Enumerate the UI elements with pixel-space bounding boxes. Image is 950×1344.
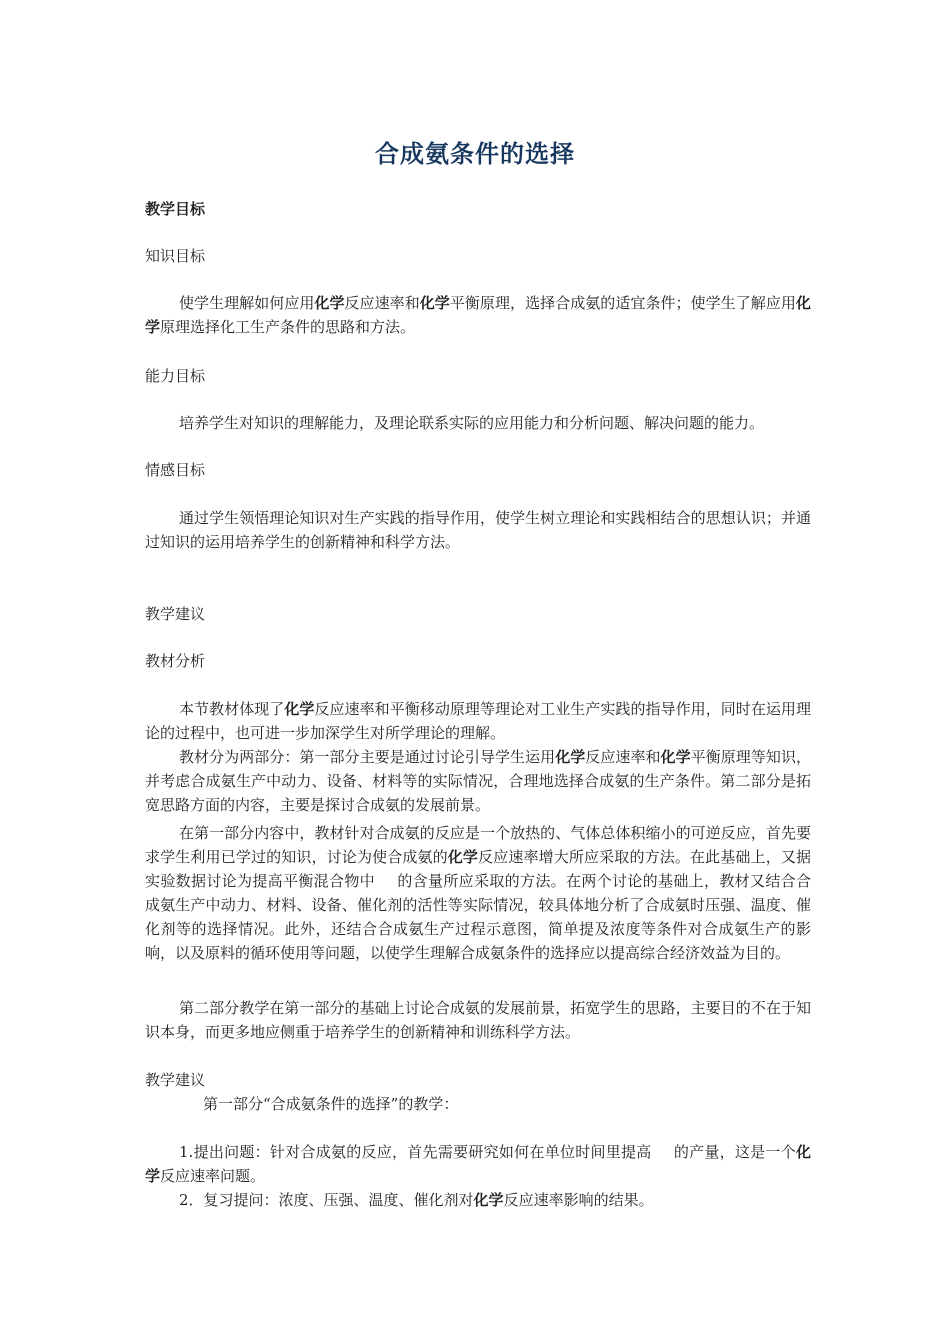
paragraph-knowledge-goals: 使学生理解如何应用化学反应速率和化学平衡原理，选择合成氨的适宜条件；使学生了解应用化学原理选择化工生产条件的思路和方法。 [145, 294, 811, 336]
paragraph-analysis-2: 教材分为两部分：第一部分主要是通过讨论引导学生运用化学反应速率和化学平衡原理等知识，并考虑合成氨生产中动力、设备、材料等的实际情况，合理地选择合成氨的生产条件。第二部分是拓宽思路方面的内容，主要是探讨合成氨的发展前景。 [145, 748, 811, 814]
paragraph-question-2: 2．复习提问：浓度、压强、温度、催化剂对化学反应速率影响的结果。 [179, 1191, 654, 1209]
paragraph-ability-goals: 培养学生对知识的理解能力，及理论联系实际的应用能力和分析问题、解决问题的能力。 [179, 414, 765, 432]
paragraph-question-1: 1.提出问题：针对合成氨的反应，首先需要研究如何在单位时间里提高 的产量，这是一个化学反应速率问题。 [145, 1143, 811, 1185]
heading-teaching-advice-2: 教学建议 [145, 1071, 206, 1089]
paragraph-analysis-3: 在第一部分内容中，教材针对合成氨的反应是一个放热的、气体总体积缩小的可逆反应，首先要求学生利用已学过的知识，讨论为使合成氨的化学反应速率增大所应采取的方法。在此基础上，又据实验数据讨论为提高平衡混合物中 的含量所应采取的方法。在两个讨论的基础上，教材又结合合成氨生产中动力、材料、设备、催化剂的活性等实际情况，较具体地分析了合成氨时压强、温度、催化剂等的选择情况。此外，还结合合成氨生产过程示意图，简单提及浓度等条件对合成氨生产的影响，以及原料的循环使用等问题，以使学生理解合成氨条件的选择应以提高综合经济效益为目的。 [145, 824, 811, 962]
heading-knowledge-goals: 知识目标 [145, 247, 206, 265]
paragraph-analysis-4: 第二部分教学在第一部分的基础上讨论合成氨的发展前景，拓宽学生的思路，主要目的不在于知识本身，而更多地应侧重于培养学生的创新精神和训练科学方法。 [145, 999, 811, 1041]
heading-teaching-advice: 教学建议 [145, 605, 206, 623]
part1-intro: 第一部分“合成氨条件的选择”的教学： [203, 1095, 459, 1113]
heading-material-analysis: 教材分析 [145, 652, 206, 670]
heading-teaching-goals: 教学目标 [145, 200, 206, 218]
paragraph-analysis-1: 本节教材体现了化学反应速率和平衡移动原理等理论对工业生产实践的指导作用，同时在运用理论的过程中，也可进一步加深学生对所学理论的理解。 [145, 700, 811, 742]
heading-ability-goals: 能力目标 [145, 367, 206, 385]
document-title: 合成氨条件的选择 [375, 140, 575, 168]
paragraph-emotion-goals: 通过学生领悟理论知识对生产实践的指导作用，使学生树立理论和实践相结合的思想认识；并通过知识的运用培养学生的创新精神和科学方法。 [145, 509, 811, 551]
heading-emotion-goals: 情感目标 [145, 461, 206, 479]
